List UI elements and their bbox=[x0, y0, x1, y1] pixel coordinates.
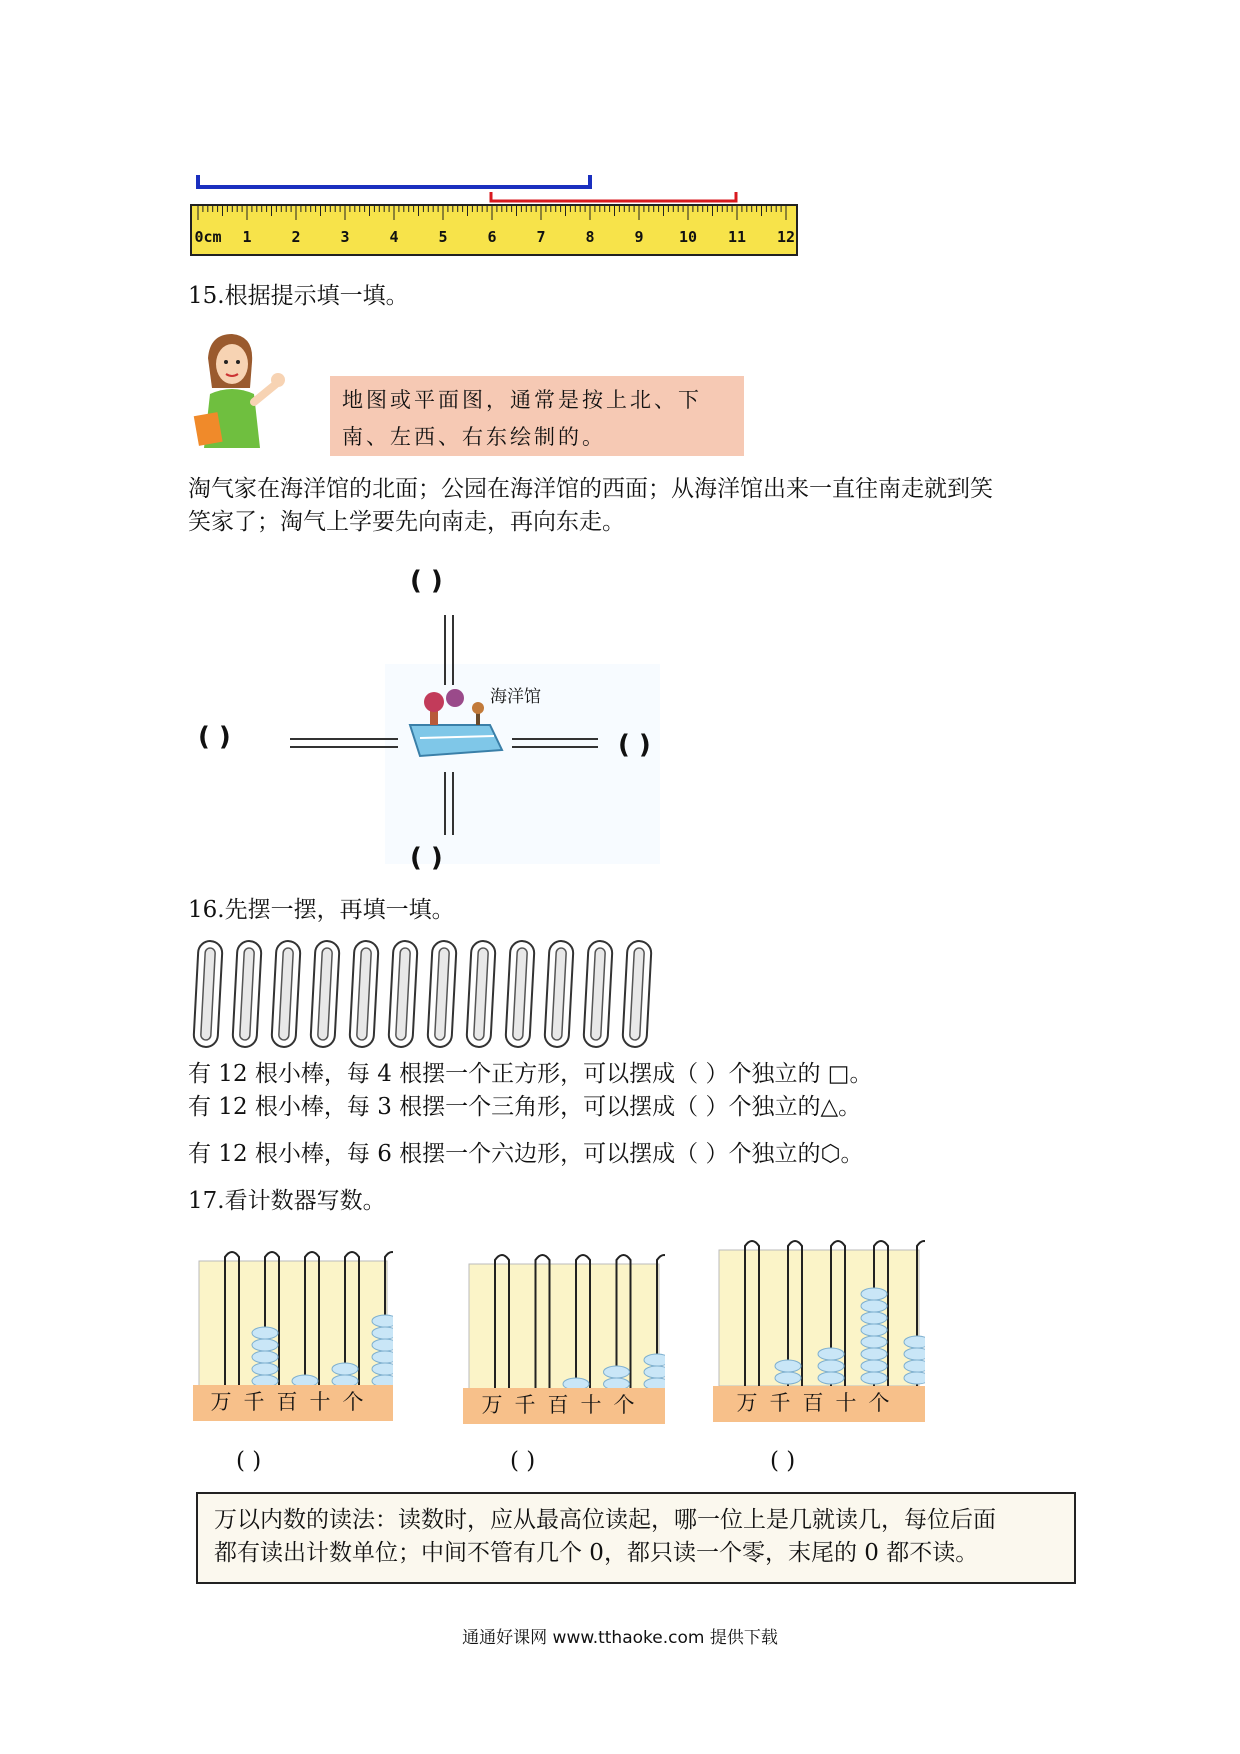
q17-title: 17.看计数器写数。 bbox=[188, 1188, 386, 1214]
rule-line-2: 都有读出计数单位；中间不管有几个 0，都只读一个零，末尾的 0 都不读。 bbox=[214, 1540, 979, 1566]
abacus-bead bbox=[861, 1312, 887, 1324]
stick bbox=[349, 940, 379, 1047]
abacus-bead bbox=[372, 1315, 393, 1327]
q16-line-2: 有 12 根小棒，每 3 根摆一个三角形，可以摆成（ ）个独立的△。 bbox=[188, 1094, 862, 1120]
rule-line-1: 万以内数的读法：读数时，应从最高位读起，哪一位上是几就读几，每位后面 bbox=[214, 1507, 996, 1533]
stick bbox=[544, 940, 574, 1047]
reading-rule-box bbox=[196, 1492, 1076, 1584]
abacus-bead bbox=[904, 1372, 925, 1384]
abacus-bead bbox=[904, 1360, 925, 1372]
abacus-bead bbox=[252, 1327, 278, 1339]
ruler-label: 11 bbox=[727, 228, 747, 246]
abacus-bead bbox=[372, 1339, 393, 1351]
abacus-1-label: 万千百十个 bbox=[193, 1385, 393, 1421]
stick bbox=[271, 940, 301, 1047]
abacus-bead bbox=[861, 1300, 887, 1312]
abacus-1-answer: ( ) bbox=[236, 1448, 262, 1474]
abacus-1-rods bbox=[193, 1245, 393, 1389]
abacus-bead bbox=[252, 1339, 278, 1351]
abacus-bead bbox=[252, 1351, 278, 1363]
abacus-2-rods bbox=[463, 1248, 665, 1392]
stick bbox=[466, 940, 496, 1047]
ruler-label: 1 bbox=[242, 228, 252, 246]
abacus-bead bbox=[332, 1363, 358, 1375]
stick bbox=[583, 940, 613, 1047]
abacus-bead bbox=[775, 1360, 801, 1372]
tip-box bbox=[330, 376, 744, 456]
abacus-2 bbox=[463, 1248, 665, 1428]
abacus-bead bbox=[372, 1327, 393, 1339]
bracket-east: ( ) bbox=[618, 730, 651, 760]
abacus-bead bbox=[604, 1366, 630, 1378]
abacus-bead bbox=[372, 1363, 393, 1375]
q16-title: 16.先摆一摆，再填一填。 bbox=[188, 897, 455, 923]
abacus-bead bbox=[372, 1351, 393, 1363]
sticks-figure bbox=[188, 938, 658, 1050]
abacus-bead bbox=[904, 1348, 925, 1360]
abacus-bead bbox=[861, 1336, 887, 1348]
ruler-label: 2 bbox=[291, 228, 301, 246]
stick bbox=[505, 940, 535, 1047]
ruler-label: 9 bbox=[634, 228, 644, 246]
ruler-label: 4 bbox=[389, 228, 399, 246]
abacus-bead bbox=[861, 1324, 887, 1336]
abacus-bead bbox=[252, 1363, 278, 1375]
abacus-bead bbox=[775, 1372, 801, 1384]
abacus-3-label: 万千百十个 bbox=[713, 1386, 925, 1422]
stick bbox=[427, 940, 457, 1047]
teacher-illustration bbox=[190, 328, 290, 450]
q15-desc-line-1: 淘气家在海洋馆的北面；公园在海洋馆的西面；从海洋馆出来一直往南走就到笑 bbox=[188, 476, 993, 502]
q16-line-3: 有 12 根小棒，每 6 根摆一个六边形，可以摆成（ ）个独立的⬡。 bbox=[188, 1141, 864, 1167]
abacus-bead bbox=[644, 1366, 665, 1378]
abacus-bead bbox=[904, 1336, 925, 1348]
abacus-2-label: 万千百十个 bbox=[463, 1388, 665, 1424]
ruler-label: 6 bbox=[487, 228, 497, 246]
abacus-bead bbox=[861, 1288, 887, 1300]
abacus-3-rods bbox=[713, 1234, 925, 1386]
abacus-3-answer: ( ) bbox=[770, 1448, 796, 1474]
footer-text: 通通好课网 www.tthaoke.com 提供下载 bbox=[462, 1628, 778, 1648]
bracket-south: ( ) bbox=[410, 843, 443, 873]
q15-desc-line-2: 笑家了；淘气上学要先向南走，再向东走。 bbox=[188, 509, 625, 535]
tip-line-1: 地图或平面图，通常是按上北、下 bbox=[342, 388, 702, 412]
stick bbox=[232, 940, 262, 1047]
ruler-label: 7 bbox=[536, 228, 546, 246]
ruler-label: 12 bbox=[776, 228, 796, 246]
direction-map bbox=[280, 560, 720, 890]
ruler-label: 8 bbox=[585, 228, 595, 246]
abacus-3 bbox=[713, 1234, 925, 1424]
blue-segment bbox=[198, 175, 590, 187]
stick bbox=[388, 940, 418, 1047]
abacus-bead bbox=[818, 1348, 844, 1360]
ruler-figure bbox=[185, 165, 805, 260]
q16-line-1: 有 12 根小棒，每 4 根摆一个正方形，可以摆成（ ）个独立的 □。 bbox=[188, 1061, 873, 1087]
stick bbox=[310, 940, 340, 1047]
bracket-north: ( ) bbox=[410, 566, 443, 596]
stick bbox=[622, 940, 652, 1047]
stick bbox=[193, 940, 223, 1047]
abacus-1 bbox=[193, 1245, 393, 1425]
abacus-bead bbox=[644, 1354, 665, 1366]
abacus-bead bbox=[861, 1372, 887, 1384]
abacus-bead bbox=[861, 1360, 887, 1372]
ruler-label: 3 bbox=[340, 228, 350, 246]
ruler-label: 0cm bbox=[194, 228, 222, 246]
abacus-2-answer: ( ) bbox=[510, 1448, 536, 1474]
aquarium-label: 海洋馆 bbox=[490, 687, 541, 707]
abacus-bead bbox=[861, 1348, 887, 1360]
abacus-bead bbox=[818, 1372, 844, 1384]
bracket-west: ( ) bbox=[198, 722, 231, 752]
tip-line-2: 南、左西、右东绘制的。 bbox=[342, 425, 606, 449]
ruler-label: 10 bbox=[678, 228, 698, 246]
ruler-label: 5 bbox=[438, 228, 448, 246]
red-segment bbox=[491, 192, 736, 201]
q15-title: 15.根据提示填一填。 bbox=[188, 283, 409, 309]
abacus-bead bbox=[818, 1360, 844, 1372]
